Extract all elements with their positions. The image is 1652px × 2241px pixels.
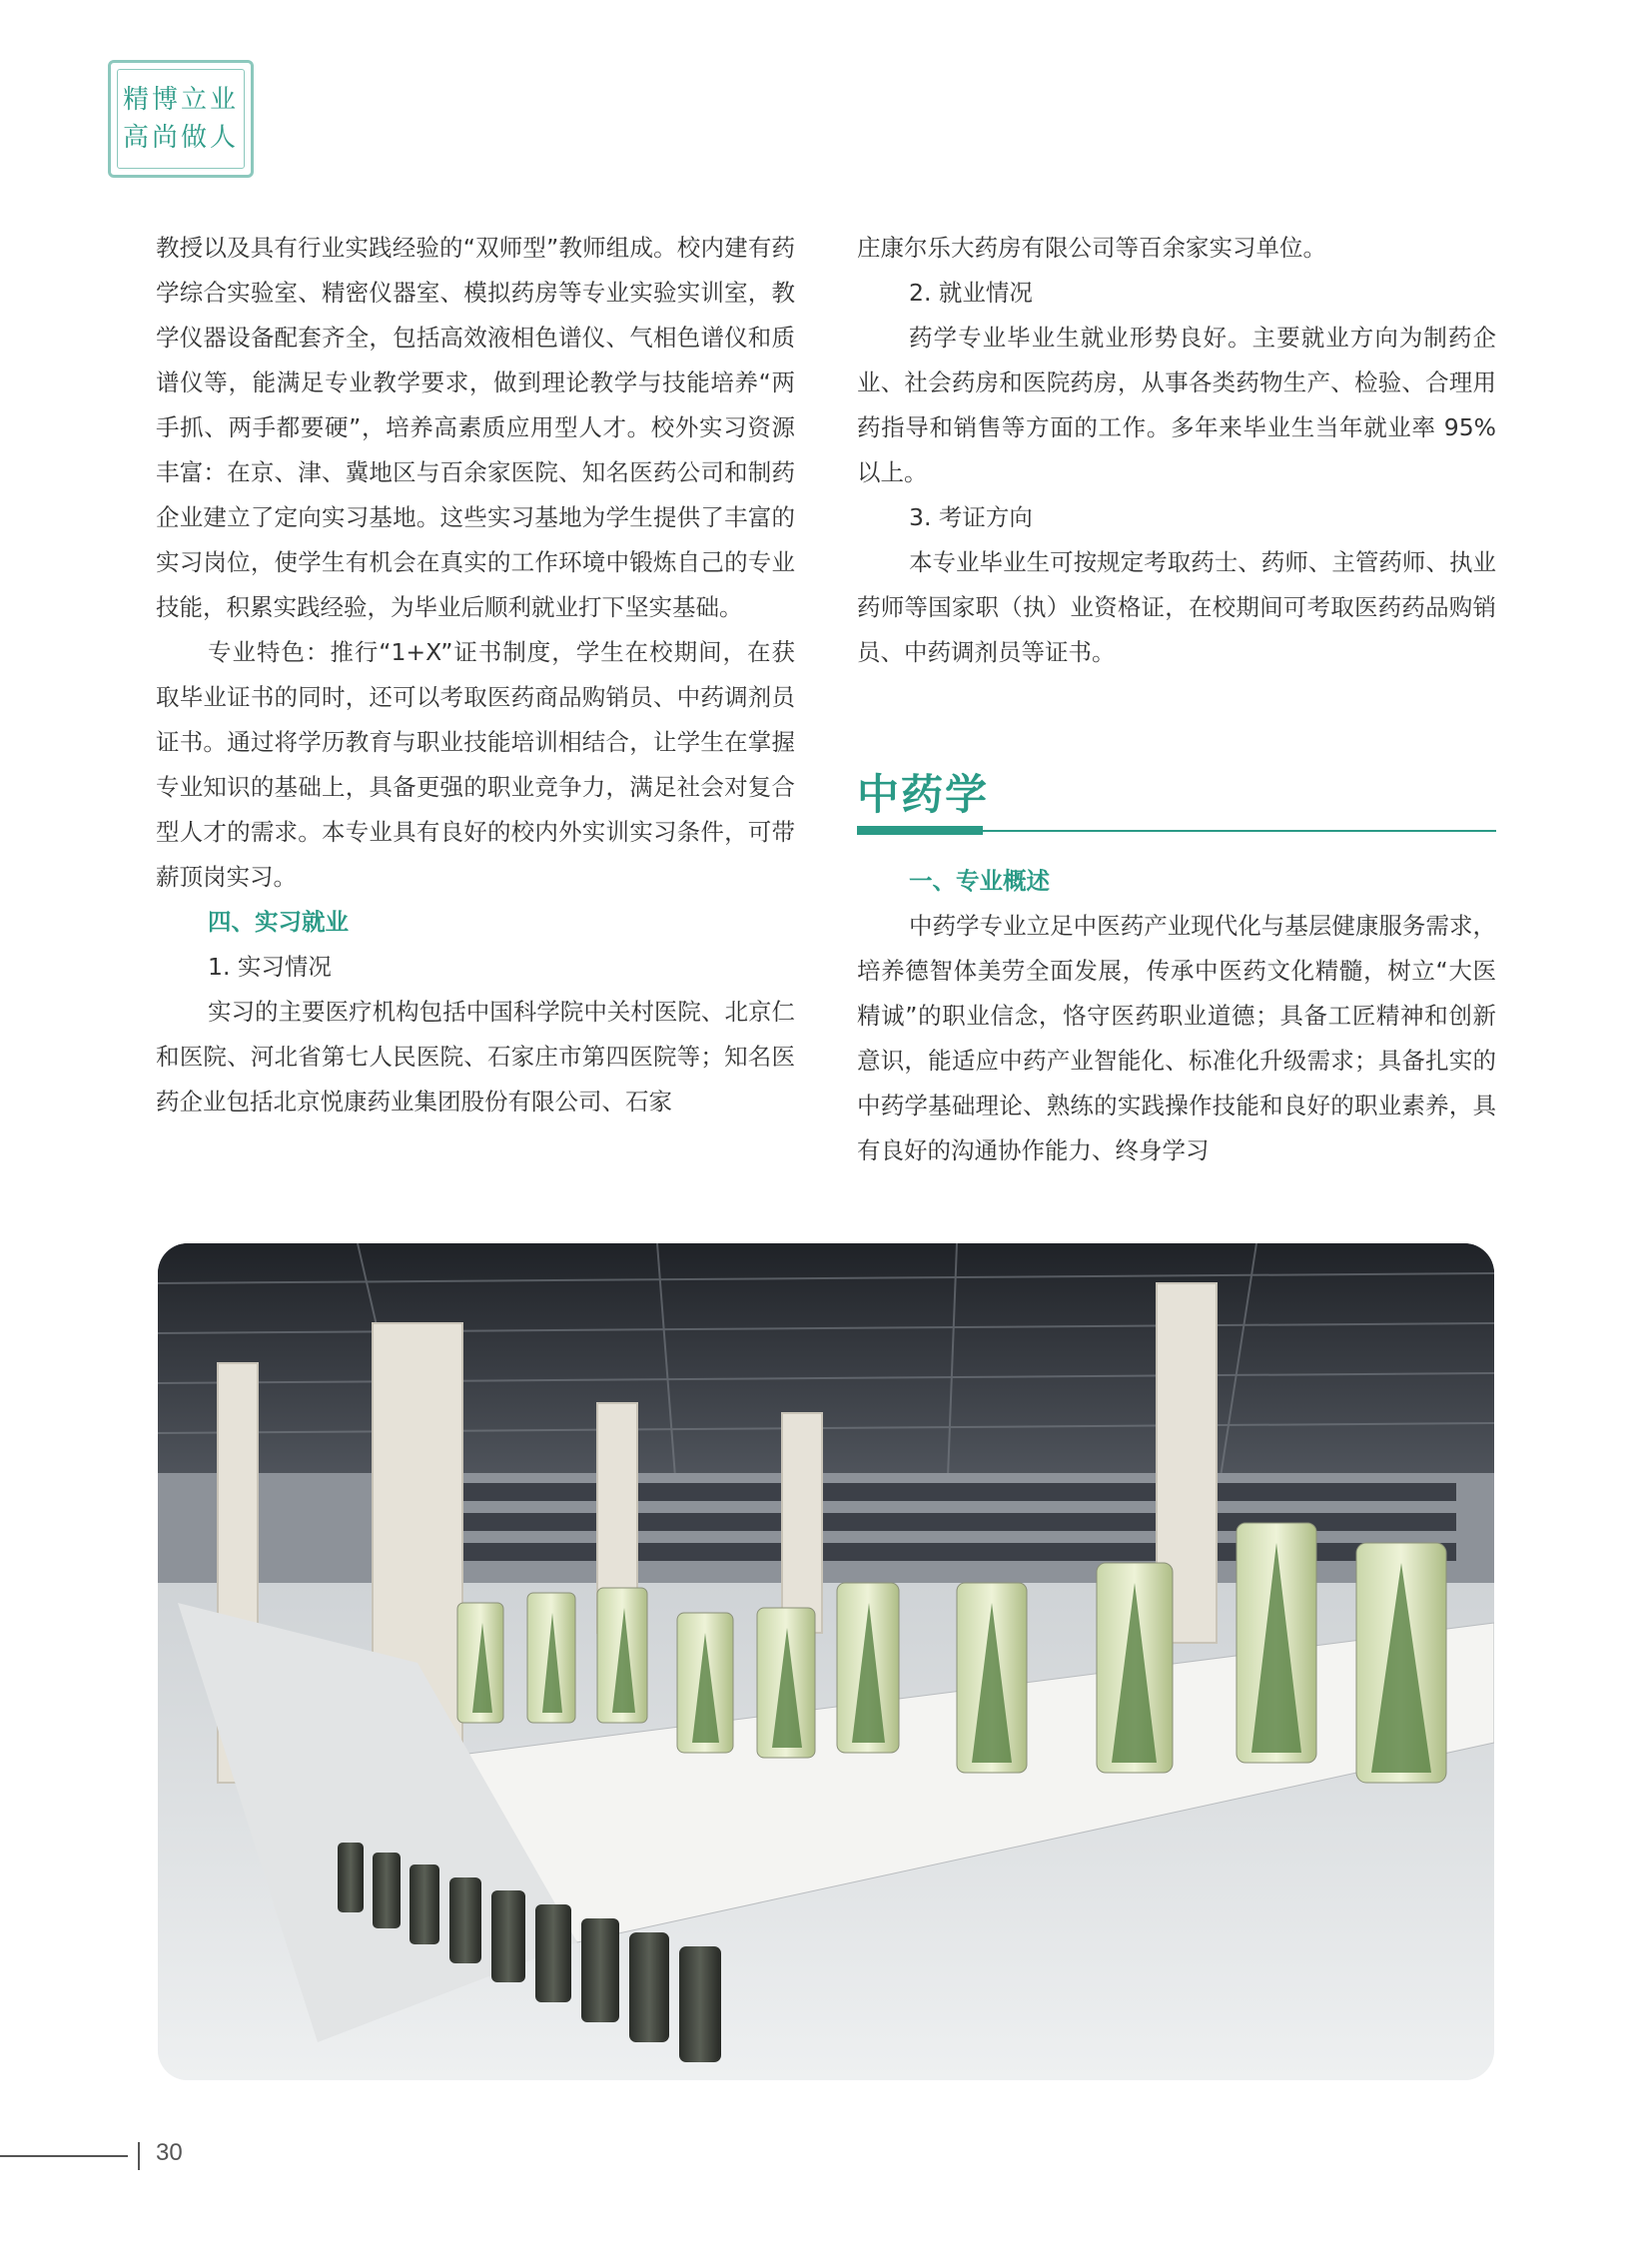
left-column	[156, 226, 795, 1124]
heading-internship-employment: 四、实习就业	[208, 908, 349, 936]
motto-line-2: 高尚做人	[122, 123, 239, 153]
subheading-employment: 2. 就业情况	[909, 279, 1033, 307]
section-title-rule	[857, 829, 1496, 833]
motto-line-1: 精博立业	[122, 85, 239, 115]
heading-overview: 一、专业概述	[909, 867, 1050, 895]
paragraph-internship-cont: 庄康尔乐大药房有限公司等百余家实习单位。	[857, 234, 1326, 262]
page-number: 30	[156, 2139, 183, 2166]
paragraph-features: 专业特色：推行“1+X”证书制度，学生在校期间，在获取毕业证书的同时，还可以考取医药商品购销员、中药调剂员证书。通过将学历教育与职业技能培训相结合，让学生在掌握专业知识的基础上，具备更强的职业竞争力，满足社会对复合型人才的需求。本专业具有良好的校内外实训实习条件，可带薪顶岗实习。	[156, 638, 795, 891]
footer-tick	[138, 2142, 140, 2170]
specimen-hall-illustration	[158, 1243, 1494, 2080]
subheading-internship: 1. 实习情况	[208, 953, 332, 981]
paragraph-employment: 药学专业毕业生就业形势良好。主要就业方向为制药企业、社会药房和医院药房，从事各类药物生产、检验、合理用药指导和销售等方面的工作。多年来毕业生当年就业率 95% 以上。	[857, 324, 1496, 486]
paragraph-certificates: 本专业毕业生可按规定考取药士、药师、主管药师、执业药师等国家职（执）业资格证，在校期间可考取医药药品购销员、中药调剂员等证书。	[857, 548, 1496, 666]
section-header	[857, 769, 1496, 833]
footer-rule	[0, 2155, 128, 2157]
section-title: 中药学	[857, 770, 990, 819]
paragraph-faculty-facilities: 教授以及具有行业实践经验的“双师型”教师组成。校内建有药学综合实验室、精密仪器室、模拟药房等专业实验实训室，教学仪器设备配套齐全，包括高效液相色谱仪、气相色谱仪和质谱仪等，能满足专业教学要求，做到理论教学与技能培养“两手抓、两手都要硬”，培养高素质应用型人才。校外实习资源丰富：在京、津、冀地区与百余家医院、知名医药公司和制药企业建立了定向实习基地。这些实习基地为学生提供了丰富的实习岗位，使学生有机会在真实的工作环境中锻炼自己的专业技能，积累实践经验，为毕业后顺利就业打下坚实基础。	[156, 234, 795, 621]
paragraph-internship: 实习的主要医疗机构包括中国科学院中关村医院、北京仁和医院、河北省第七人民医院、石家庄市第四医院等；知名医药企业包括北京悦康药业集团股份有限公司、石家	[156, 998, 795, 1116]
paragraph-overview: 中药学专业立足中医药产业现代化与基层健康服务需求，培养德智体美劳全面发展，传承中医药文化精髓，树立“大医精诚”的职业信念，恪守医药职业道德；具备工匠精神和创新意识，能适应中药产业智能化、标准化升级需求；具备扎实的中药学基础理论、熟练的实践操作技能和良好的职业素养，具有良好的沟通协作能力、终身学习	[857, 912, 1496, 1164]
right-column	[857, 226, 1496, 675]
motto-stamp	[108, 60, 254, 178]
specimen-hall-photo	[158, 1243, 1494, 2080]
section-body	[857, 859, 1496, 1173]
subheading-certificates: 3. 考证方向	[909, 503, 1033, 531]
